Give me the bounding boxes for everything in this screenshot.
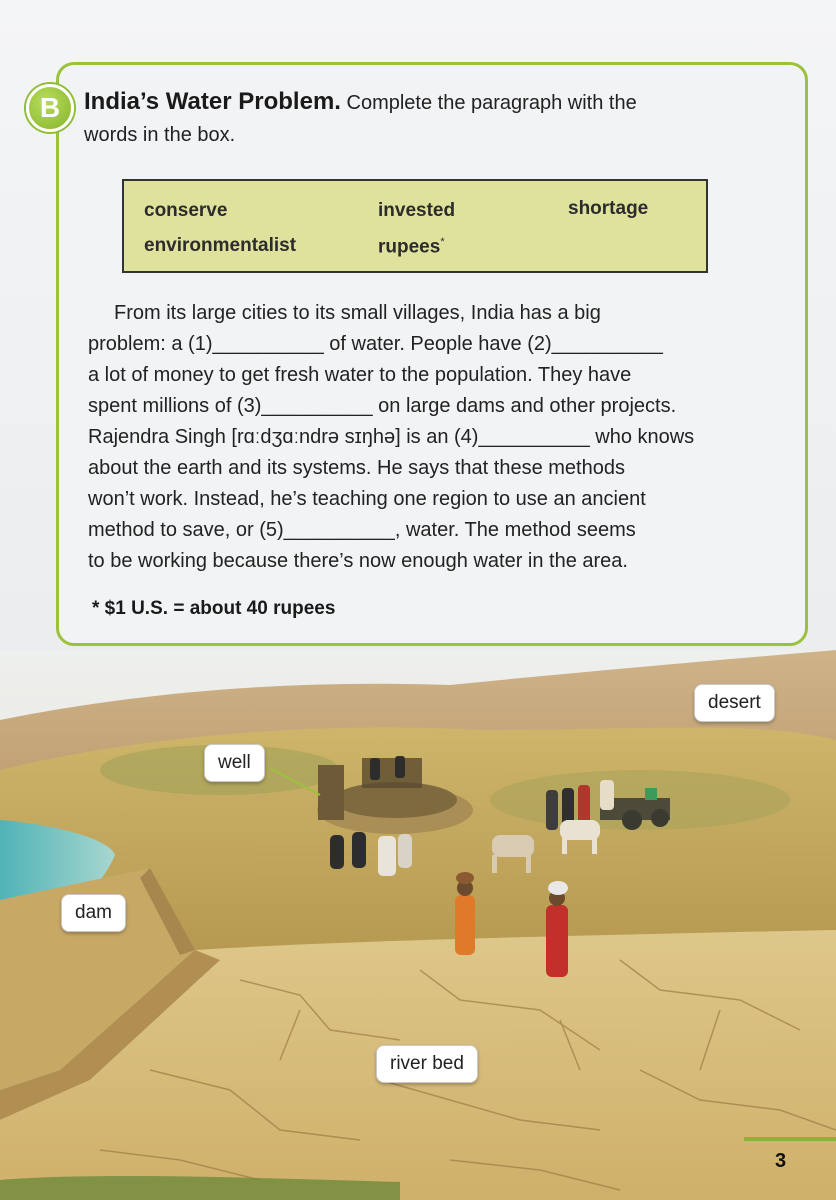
page-number: 3 (775, 1150, 787, 1172)
paragraph-line: to be working because there’s now enough water in the area. (88, 550, 628, 572)
label-desert: desert (694, 684, 775, 722)
word-rupees (378, 236, 445, 258)
word-shortage: shortage (568, 198, 649, 219)
exercise-heading (84, 86, 764, 151)
paragraph-line: about the earth and its systems. He says that these methods (88, 457, 625, 479)
paragraph-line: spent millions of (3)__________ on large dams and other projects. (88, 395, 677, 417)
paragraph-line: method to save, or (5)__________, water. The method seems (88, 519, 636, 541)
village-illustration (0, 650, 836, 1200)
page-number-rule (744, 1137, 836, 1141)
label-dam: dam (61, 894, 126, 932)
exercise-instruction-1: Complete the paragraph with the (346, 92, 637, 114)
paragraph-line: a lot of money to get fresh water to the population. They have (88, 364, 632, 386)
exercise-instruction-2: words in the box. (84, 124, 236, 146)
exercise-letter-badge: B (26, 84, 74, 132)
paragraph-line: won’t work. Instead, he’s teaching one region to use an ancient (88, 488, 646, 510)
paragraph-line: problem: a (1)__________ of water. People have (2)__________ (88, 333, 663, 355)
word-environmentalist: environmentalist (144, 235, 297, 256)
paragraph-line: Rajendra Singh [rɑːdʒɑːndrə sɪŋhə] is an (4)__________ who knows (88, 426, 695, 448)
word-invested: invested (378, 200, 456, 221)
word-rupees-text: rupees (378, 236, 441, 258)
label-river-bed: river bed (376, 1045, 478, 1083)
currency-footnote: * $1 U.S. = about 40 rupees (92, 598, 336, 619)
label-well: well (204, 744, 265, 782)
footnote-mark: * (440, 236, 445, 248)
word-conserve: conserve (144, 200, 228, 221)
exercise-title: India’s Water Problem. (84, 88, 341, 115)
word-box (122, 179, 708, 273)
paragraph (88, 298, 758, 577)
paragraph-line: From its large cities to its small villages, India has a big (114, 302, 601, 324)
